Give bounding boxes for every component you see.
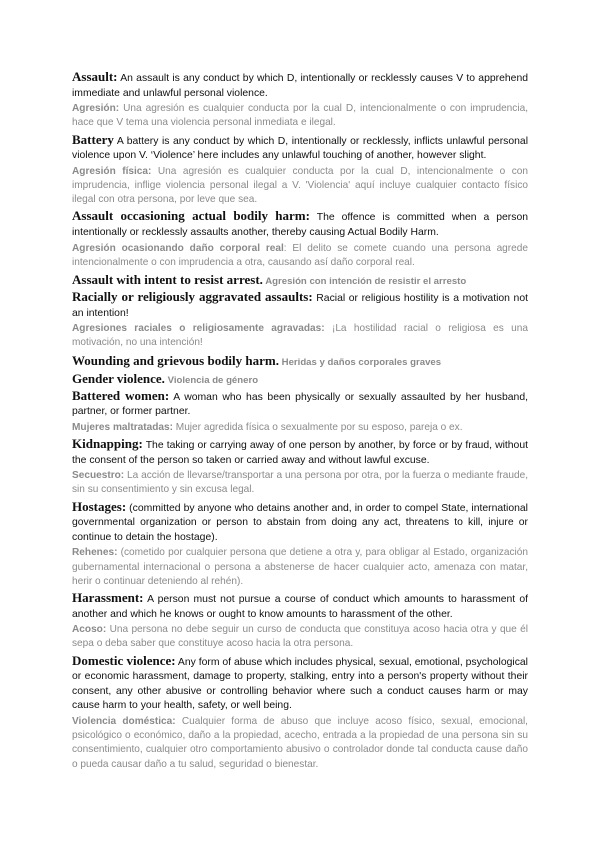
- term-es: Secuestro:: [72, 470, 125, 482]
- definition-en-actual-bodily-harm: [72, 209, 528, 240]
- definition-es-secuestro: [72, 469, 528, 497]
- term-en: Kidnapping:: [72, 435, 143, 451]
- definition-text-en: An assault is any conduct by which D, intentionally or recklessly causes V to apprehend immediate and unlawful personal violence.: [72, 73, 528, 99]
- definition-text-es: Cualquier forma de abuso que incluye acoso físico, sexual, emocional, psicológico o económico, daño a la propiedad, acecho, entrada a la propiedad de una persona sin su consentimiento, cualquier otro comportamiento abusivo o controlador donde tal conducta cause daño o pueda causar daño a tu salud, seguridad o bienestar.: [72, 715, 528, 770]
- term-en: Assault:: [72, 69, 118, 84]
- definition-en-racially-aggravated: [72, 290, 528, 321]
- term-es-inline: Violencia de género: [164, 374, 259, 386]
- definition-es-agresion: [72, 102, 528, 130]
- heading-wounding: [72, 353, 528, 370]
- definition-text-en: A battery is any conduct by which D, intentionally or recklessly, inflicts unlawful personal violence upon V. ‘Violence’ here includes any unlawful touching of another, however slight.: [72, 135, 528, 162]
- definition-en-hostages: [72, 500, 528, 546]
- term-en: Racially or religiously aggravated assaults:: [72, 288, 313, 304]
- definition-text-es: : El delito se comete cuando una persona agrede intencionalmente o con imprudencia a otra, causando así daño corporal real.: [72, 242, 528, 268]
- definition-es-agresion-fisica: [72, 165, 528, 208]
- term-es: Acoso:: [72, 624, 107, 636]
- term-es: Agresión física:: [72, 165, 152, 177]
- term-en: Hostages:: [72, 498, 127, 514]
- definition-text-en: A person must not pursue a course of conduct which amounts to harassment of another and which he knows or ought to know amounts to harassment of the other.: [72, 593, 528, 620]
- term-es: Violencia doméstica:: [72, 715, 176, 727]
- definition-es-rehenes: [72, 546, 528, 589]
- definition-text-es: Una persona no debe seguir un curso de conducta que constituya acoso hacia otra y que él sepa o deba saber que constituye acoso hacia la otra persona.: [72, 624, 528, 650]
- definition-es-acoso: [72, 623, 528, 651]
- term-es: Rehenes:: [72, 547, 118, 559]
- definition-text-en: The taking or carrying away of one person by another, by force or by fraud, without the consent of the person so taken or carried away and without lawful excuse.: [72, 439, 528, 466]
- term-en: Domestic violence:: [72, 652, 176, 668]
- term-en: Gender violence.: [72, 370, 165, 386]
- definition-text-es: Una agresión es cualquier conducta por la cual D, intencionalmente o con imprudencia, hace que V tema una violencia personal inmediata e ilegal.: [72, 103, 528, 129]
- definition-en-kidnapping: [72, 437, 528, 468]
- definition-text-en: (committed by anyone who detains another and, in order to compel State, international governmental organization or person to abstain from doing any act, threatens to kill, injure or continue to detain the hostage).: [72, 502, 528, 543]
- heading-resist-arrest: [72, 272, 528, 289]
- definition-en-battered-women: [72, 389, 528, 420]
- term-en: Harassment:: [72, 589, 144, 605]
- definition-en-domestic-violence: [72, 654, 528, 714]
- definition-text-es: (cometido por cualquier persona que detiene a otra y, para obligar al Estado, organización gubernamental internacional o persona a abstenerse de hacer cualquier acto, amenaza con matar, herir o continuar deteniendo al rehén).: [72, 547, 528, 587]
- definition-text-es: Una agresión es cualquier conducta por la cual D, intencionalmente o con imprudencia, inflige violencia personal ilegal a V. 'Violencia' aquí incluye cualquier contacto físico ilegal con otra persona, por leve que sea.: [72, 165, 528, 206]
- term-en: Wounding and grievous bodily harm.: [72, 352, 279, 368]
- term-en: Battery: [72, 131, 114, 147]
- definition-text-en: The offence is committed when a person intentionally or recklessly assaults another, thereby causing Actual Bodily Harm.: [72, 212, 528, 238]
- definition-text-en: Racial or religious hostility is a motivation not an intention!: [72, 292, 528, 319]
- term-es: Agresiones raciales o religiosamente agravadas:: [72, 323, 325, 335]
- definition-text-es: La acción de llevarse/transportar a una persona por otra, por la fuerza o mediante fraude, sin su consentimiento y sin excusa legal.: [72, 470, 528, 496]
- definition-es-mujeres-maltratadas: [72, 421, 528, 435]
- term-es: Agresión ocasionando daño corporal real: [72, 242, 284, 254]
- term-es: Mujeres maltratadas:: [72, 421, 173, 433]
- term-es: Agresión:: [72, 103, 120, 115]
- definition-en-battery: [72, 133, 528, 164]
- definition-en-assault: [72, 70, 528, 101]
- term-es-inline: Agresión con intención de resistir el arresto: [262, 275, 467, 287]
- definition-text-es: ¡La hostilidad racial o religiosa es una motivación, no una intención!: [72, 323, 528, 349]
- term-en: Assault occasioning actual bodily harm:: [72, 208, 310, 224]
- definition-en-harassment: [72, 591, 528, 622]
- document-page: [72, 70, 528, 774]
- term-es-inline: Heridas y daños corporales graves: [278, 356, 442, 368]
- definition-text-en: Any form of abuse which includes physical, sexual, emotional, psychological or economic harassment, damage to property, stalking, entry into a person's property without their consent, any other abusive or controlling behavior where such a conduct causes harm or may cause harm to your health, safety, or well being.: [72, 656, 528, 712]
- term-en: Battered women:: [72, 387, 170, 403]
- term-en: Assault with intent to resist arrest.: [72, 271, 263, 287]
- definition-text-en: A woman who has been physically or sexually assaulted by her husband, partner, or former partner.: [72, 391, 528, 418]
- heading-gender-violence: [72, 371, 528, 388]
- definition-es-agresiones-raciales: [72, 322, 528, 350]
- definition-es-dano-corporal-real: [72, 242, 528, 270]
- definition-es-violencia-domestica: [72, 715, 528, 772]
- definition-text-es: Mujer agredida física o sexualmente por su esposo, pareja o ex.: [172, 421, 463, 433]
